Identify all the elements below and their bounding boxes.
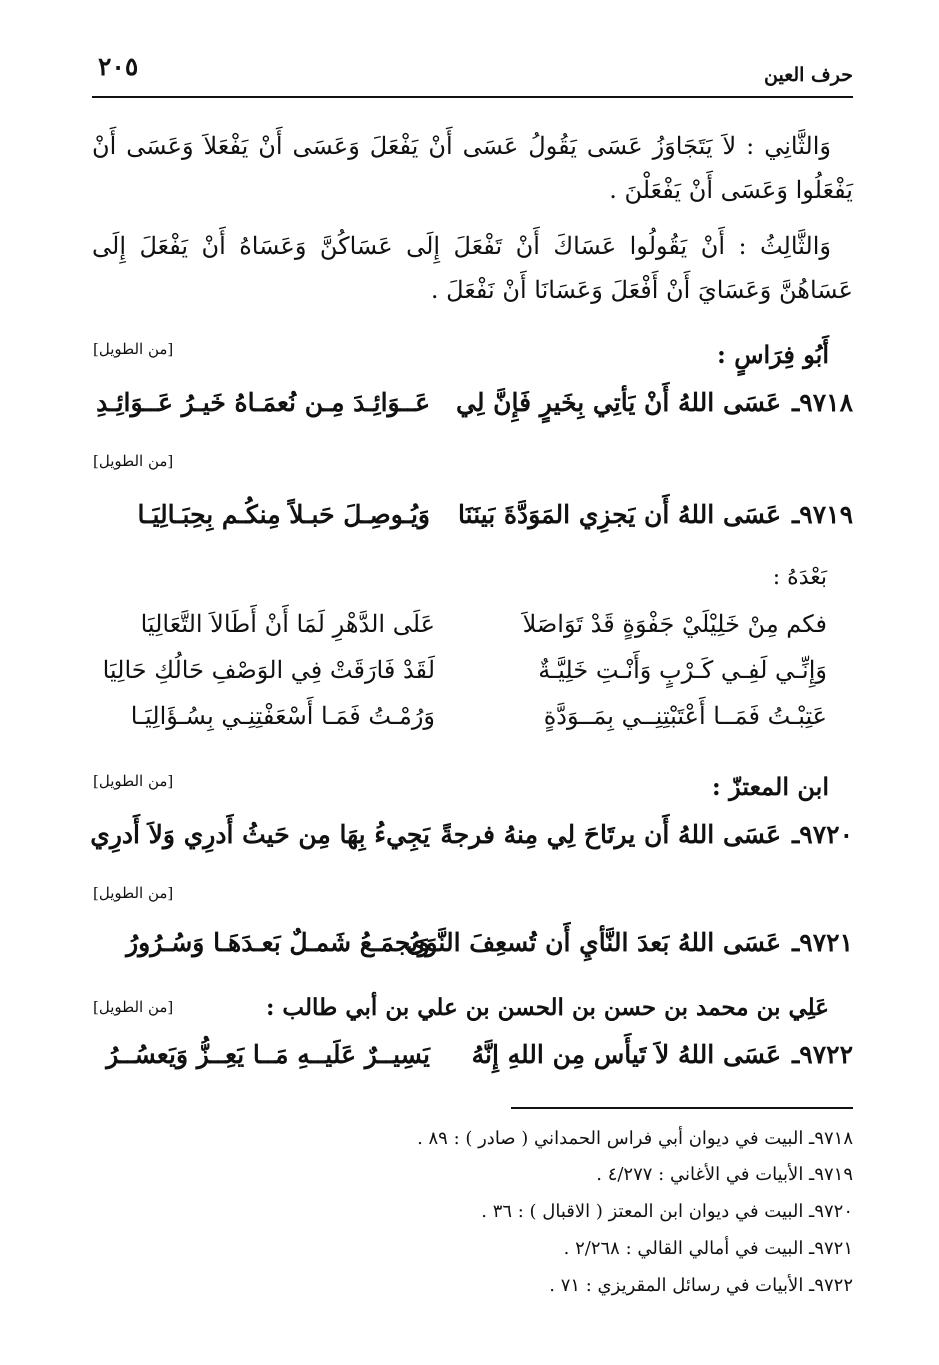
first-hemistich: عَسَى اللهُ أَنْ يَأتِي بِخَيرٍ فَإِنَّ لِي xyxy=(455,388,781,417)
second-hemistich: وَيُجمَـعُ شَمـلٌ بَعـدَهَـا وَسُـرُورُ xyxy=(126,928,430,957)
meter-label: [من الطويل] xyxy=(93,998,174,1016)
second-hemistich: عَــوَائِـدَ مِـن نُعمَـاهُ خَيـرُ عَــوَائِـدِ xyxy=(96,388,430,417)
meter-label: [من الطويل] xyxy=(93,884,174,902)
after-label: بَعْدَهُ : xyxy=(772,565,827,590)
meter-label: [من الطويل] xyxy=(93,340,174,358)
poet-name-ibn-al-mutazz: ابن المعتزّ : xyxy=(711,772,829,801)
meter-label: [من الطويل] xyxy=(93,772,174,790)
footnote-9719: ٩٧١٩ـ الأبيات في الأغاني : ٤/٢٧٧ . xyxy=(596,1164,853,1185)
second-hemistich: وَرُمْـتُ فَمَـا أَسْعَفْتِنِـي بِسُـؤَالِيَـا xyxy=(130,702,435,730)
first-hemistich: فكم مِنْ خَلِيْلَيْ جَفْوَةٍ قَدْ تَوَاصَلاَ xyxy=(522,610,827,638)
second-hemistich: وَيُـوصِـلَ حَبـلاً مِنكُـم بِحِبَـالِيَـا xyxy=(137,500,430,529)
poet-name-ali-bin-muhammad: عَلِي بن محمد بن حسن بن الحسن بن علي بن أبي طالب : xyxy=(265,994,829,1021)
second-hemistich: عَلَى الدَّهْرِ لَمَا أَنْ أَطَالاَ التَّعَالِيَا xyxy=(140,610,435,638)
footnote-9722: ٩٧٢٢ـ الأبيات في رسائل المقريزي : ٧١ . xyxy=(549,1275,853,1296)
prose-paragraph-2 xyxy=(92,124,853,212)
first-hemistich: عَسَى اللهُ لاَ تَيأَس مِن اللهِ إِنَّهُ xyxy=(471,1040,781,1069)
following-verse-2 xyxy=(100,656,827,700)
verse-9719 xyxy=(100,500,853,544)
following-verse-3 xyxy=(100,702,827,746)
verse-number: ٩٧٢٠ـ xyxy=(791,820,853,849)
first-hemistich: عَسَى اللهُ أَن يرتَاحَ لِي مِنهُ فرجةً xyxy=(440,820,781,849)
footnote-9720: ٩٧٢٠ـ البيت في ديوان ابن المعتز ( الاقبال ) : ٣٦ . xyxy=(481,1201,853,1222)
second-hemistich: لَقَدْ فَارَقَتْ فِي الوَصْفِ حَالُكِ حَالِيَا xyxy=(102,656,435,684)
chapter-title: حرف العين xyxy=(764,64,853,86)
footnote-9718: ٩٧١٨ـ البيت في ديوان أبي فراس الحمداني ( صادر ) : ٨٩ . xyxy=(417,1128,853,1149)
verse-9722 xyxy=(100,1040,853,1084)
first-hemistich: عَسَى اللهُ بَعدَ النَّأيِ أَن تُسعِفَ النَّوَى xyxy=(405,928,781,957)
verse-9718 xyxy=(96,388,853,432)
verse-9720 xyxy=(90,820,853,864)
footnote-9721: ٩٧٢١ـ البيت في أمالي القالي : ٢/٢٦٨ . xyxy=(563,1238,853,1259)
second-hemistich: يَسِيــرٌ عَلَيــهِ مَــا يَعِــزُّ وَيَعسُــرُ xyxy=(106,1040,430,1069)
running-header xyxy=(92,48,853,98)
verse-number: ٩٧٢١ـ xyxy=(791,928,853,957)
prose-paragraph-3 xyxy=(92,224,853,312)
verse-9721 xyxy=(100,928,853,972)
verse-number: ٩٧١٨ـ xyxy=(791,388,853,417)
verse-number: ٩٧١٩ـ xyxy=(791,500,853,529)
prose-text: وَالثَّالِثُ : أَنْ يَقُولُوا عَسَاكَ أَنْ تَفْعَلَ إِلَى عَسَاكُنَّ وَعَسَاهُ أَنْ يَفْعَلَ إِلَى عَسَاهُنَّ وَعَسَايَ أَنْ أَفْعَلَ وَعَسَانَا أَنْ نَفْعَلَ . xyxy=(92,232,853,304)
second-hemistich: يَجِيءُ بِهَا مِن حَيثُ أَدرِي وَلاَ أَدرِي xyxy=(90,820,430,849)
verse-number: ٩٧٢٢ـ xyxy=(791,1040,853,1069)
first-hemistich: عَتِبْـتُ فَمَــا أَعْتَبْتِنِــي بِمَــوَدَّةٍ xyxy=(543,702,827,730)
poet-name-abu-firas: أَبُو فِرَاسٍ : xyxy=(717,340,829,369)
first-hemistich: وَإِنِّـي لَفِـي كَـرْبٍ وَأَنْـتِ خَلِيَّـةٌ xyxy=(538,656,827,684)
meter-label: [من الطويل] xyxy=(93,452,174,470)
prose-text: وَالثَّانِي : لاَ يَتَجَاوَزُ عَسَى يَقُولُ عَسَى أَنْ يَفْعَلَ وَعَسَى أَنْ يَفْعَلاَ وَعَسَى أَنْ يَفْعَلُوا وَعَسَى أَنْ يَفْعَلْنَ . xyxy=(92,132,853,204)
following-verse-1 xyxy=(100,610,827,654)
footnote-rule xyxy=(511,1107,853,1109)
page-number: ٢٠٥ xyxy=(98,52,139,81)
first-hemistich: عَسَى اللهُ أَن يَجزِي المَوَدَّةَ بَينَنَا xyxy=(458,500,781,529)
header-rule xyxy=(92,96,853,98)
